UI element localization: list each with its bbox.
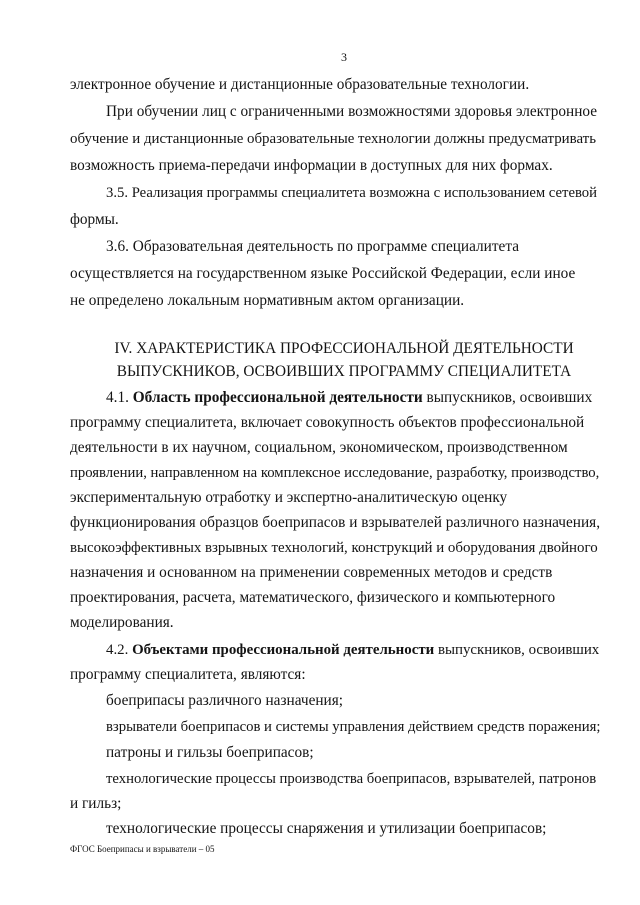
text-line: 3.6. Образовательная деятельность по программе специалитета [106, 238, 520, 255]
text-line: электронное обучение и дистанционные образовательные технологии. [70, 76, 530, 93]
text-line [106, 389, 592, 407]
list-item: технологические процессы производства боеприпасов, взрывателей, патронов [106, 771, 597, 787]
bold-term: Объектами профессиональной деятельности [132, 642, 435, 658]
page-number: 3 [341, 50, 347, 64]
page-footer: ФГОС Боеприпасы и взрыватели – 05 [70, 844, 215, 854]
text-line: формы. [70, 211, 119, 228]
section-heading-line-2: ВЫПУСКНИКОВ, ОСВОИВШИХ ПРОГРАММУ СПЕЦИАЛИТЕТА [116, 363, 572, 380]
text-line: возможность приема-передачи информации в доступных для них формах. [70, 157, 553, 174]
section-heading-line-1: IV. ХАРАКТЕРИСТИКА ПРОФЕССИОНАЛЬНОЙ ДЕЯТЕЛЬНОСТИ [114, 340, 574, 357]
text-line [106, 641, 599, 659]
clause-number: 4.1. [106, 389, 133, 406]
text-line: 3.5. Реализация программы специалитета возможна с использованием сетевой [106, 185, 597, 201]
text-line: назначения и основанном на применении современных методов и средств [70, 564, 553, 581]
text-fragment: выпускников, освоивших [434, 642, 600, 658]
text-fragment: выпускников, освоивших [422, 389, 593, 406]
text-line: функционирования образцов боеприпасов и взрывателей различного назначения, [70, 514, 601, 531]
clause-number: 4.2. [106, 642, 133, 658]
text-line: не определено локальным нормативным актом организации. [70, 292, 465, 309]
list-item: боеприпасы различного назначения; [106, 692, 344, 709]
text-line: программу специалитета, включает совокупность объектов профессиональной [70, 414, 585, 431]
text-line: проявлении, направленном на комплексное исследование, разработку, производство, [70, 465, 600, 481]
text-line: При обучении лиц с ограниченными возможностями здоровья электронное [106, 103, 598, 120]
text-line: высокоэффективных взрывных технологий, конструкций и оборудования двойного [70, 540, 598, 556]
list-item: технологические процессы снаряжения и утилизации боеприпасов; [106, 820, 547, 837]
text-line: обучение и дистанционные образовательные технологии должны предусматривать [70, 131, 596, 147]
text-line: экспериментальную отработку и экспертно-аналитическую оценку [70, 489, 508, 506]
list-item-continuation: и гильз; [70, 795, 122, 812]
text-line: программу специалитета, являются: [70, 666, 306, 683]
bold-term: Область профессиональной деятельности [132, 389, 423, 406]
text-line: моделирования. [70, 614, 174, 631]
text-line: осуществляется на государственном языке Российской Федерации, если иное [70, 265, 576, 282]
list-item: взрыватели боеприпасов и системы управления действием средств поражения; [106, 719, 601, 735]
list-item: патроны и гильзы боеприпасов; [106, 744, 314, 761]
text-line: проектирования, расчета, математического, физического и компьютерного [70, 589, 556, 606]
text-line: деятельности в их научном, социальном, экономическом, производственном [70, 439, 568, 456]
